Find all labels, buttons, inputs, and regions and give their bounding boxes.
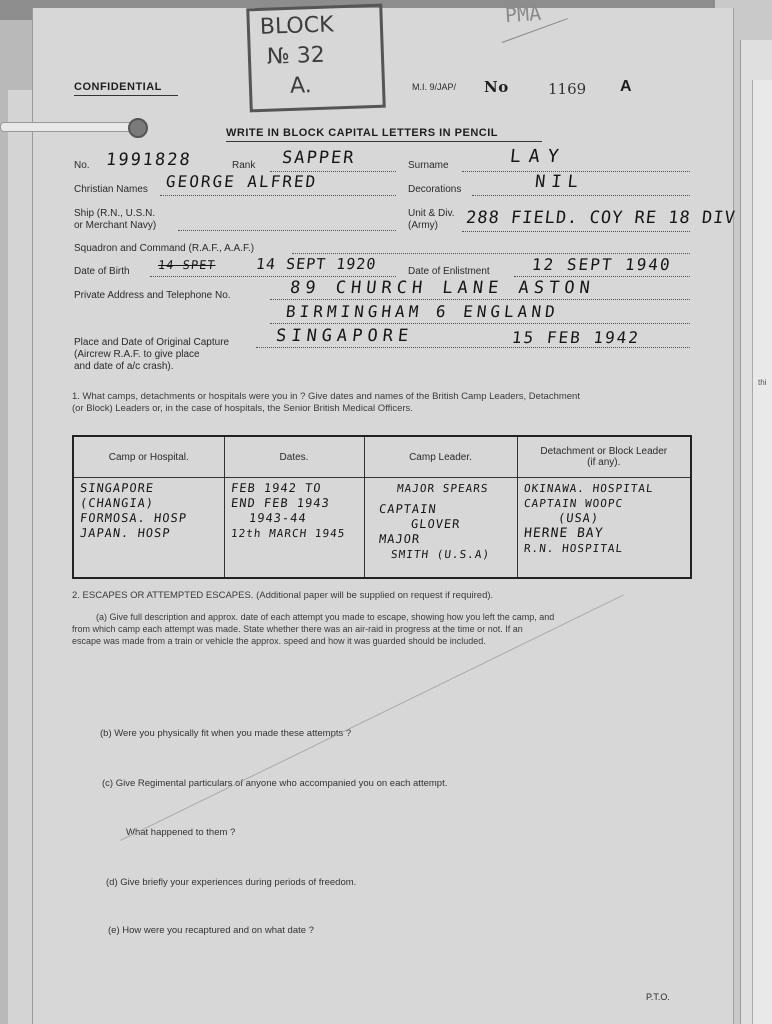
decorations-label: Decorations: [408, 184, 462, 195]
address-line-1: [270, 299, 690, 300]
dob-label: Date of Birth: [74, 266, 130, 277]
enlistment-value: 12 SEPT 1940: [531, 255, 673, 274]
date-entry: FEB 1942 TO: [229, 481, 322, 495]
no-label: No: [484, 78, 509, 96]
rank-value: SAPPER: [280, 148, 357, 168]
date-entry: 1943-44: [247, 511, 307, 525]
enlistment-label: Date of Enlistment: [408, 266, 490, 277]
question-1-line-1: 1. What camps, detachments or hospitals were you in ? Give dates and names of the British Camp Leaders, Detachment: [72, 391, 580, 402]
cell-detachment-leaders: [517, 478, 691, 579]
header-camp: Camp or Hospital.: [73, 436, 224, 478]
date-entry: END FEB 1943: [229, 496, 330, 510]
squadron-label: Squadron and Command (R.A.F., A.A.F.): [74, 243, 255, 254]
unit-label-2: (Army): [408, 220, 438, 231]
header-dates: Dates.: [224, 436, 364, 478]
section-2a-line-1: (a) Give full description and approx. date of each attempt you made to escape, showing how you left the camp, and: [96, 612, 555, 622]
leader-entry: MAJOR SPEARS: [395, 482, 489, 495]
decorations-line: [472, 195, 690, 196]
capture-label-3: and date of a/c crash).: [74, 361, 174, 372]
unit-line: [462, 231, 690, 232]
dob-value: 14 SEPT 1920: [255, 255, 378, 273]
christian-names-label: Christian Names: [74, 184, 148, 195]
punch-hole: [128, 118, 148, 138]
section-2c-followup: What happened to them ?: [126, 827, 236, 838]
section-2c: (c) Give Regimental particulars of anyone who accompanied you on each attempt.: [102, 778, 448, 789]
detachment-entry: R.N. HOSPITAL: [522, 542, 624, 555]
capture-line: [256, 347, 690, 348]
ship-line: [178, 230, 396, 231]
capture-date-value: 15 FEB 1942: [511, 328, 641, 347]
form-number: 1169: [548, 80, 587, 98]
address-label: Private Address and Telephone No.: [74, 290, 231, 301]
detachment-entry: OKINAWA. HOSPITAL: [522, 482, 654, 495]
section-2e: (e) How were you recaptured and on what date ?: [108, 925, 314, 936]
ref-label: M.I. 9/JAP/: [412, 82, 457, 92]
capture-place-value: SINGAPORE: [274, 326, 415, 346]
header-camp-leader: Camp Leader.: [364, 436, 517, 478]
leader-entry: SMITH (U.S.A): [389, 548, 491, 561]
confidential-label: CONFIDENTIAL: [74, 81, 162, 93]
pto-label: P.T.O.: [646, 992, 670, 1002]
address-line-2: [270, 323, 690, 324]
ship-label-2: or Merchant Navy): [74, 220, 157, 231]
header-detachment: Detachment or Block Leader (if any).: [517, 436, 691, 478]
detachment-entry: HERNE BAY: [522, 526, 604, 541]
leader-entry: MAJOR: [377, 532, 421, 546]
binding-string: [0, 122, 147, 132]
section-2a-line-2: from which camp each attempt was made. State whether there was an air-raid in progress at the time or not. If an: [72, 624, 523, 634]
surname-value: LAY: [508, 146, 568, 167]
cell-dates: [224, 478, 364, 579]
enlistment-line: [514, 276, 690, 277]
cell-camps: [73, 478, 224, 579]
squadron-line: [292, 253, 690, 254]
top-right-scrawl: PMA: [504, 0, 542, 28]
rank-label: Rank: [232, 160, 256, 171]
decorations-value: NIL: [533, 172, 585, 192]
surname-label: Surname: [408, 160, 449, 171]
camp-table-header-row: [73, 436, 691, 478]
detachment-entry: (USA): [556, 511, 600, 525]
stamp-line-3: A.: [289, 73, 313, 99]
question-1-line-2: (or Block) Leaders or, in the case of hospitals, the Senior British Medical Officers.: [72, 403, 413, 414]
leader-entry: GLOVER: [409, 517, 461, 531]
christian-names-line: [160, 195, 396, 196]
address-line-1-value: 89 CHURCH LANE ASTON: [288, 278, 596, 298]
christian-names-value: GEORGE ALFRED: [165, 172, 319, 191]
capture-label-1: Place and Date of Original Capture: [74, 337, 230, 348]
camp-table: [72, 435, 692, 579]
camp-entry: (CHANGIA): [79, 496, 155, 510]
address-line-2-value: BIRMINGHAM 6 ENGLAND: [285, 302, 560, 321]
instruction-underline: [226, 141, 542, 142]
section-2-title: 2. ESCAPES OR ATTEMPTED ESCAPES. (Additional paper will be supplied on request if required).: [72, 590, 494, 601]
unit-label-1: Unit & Div.: [408, 208, 455, 219]
capture-label-2: (Aircrew R.A.F. to give place: [74, 349, 200, 360]
stamp-line-1: BLOCK: [259, 12, 334, 40]
unit-value: 288 FIELD. COY RE 18 DIV: [464, 208, 737, 228]
cell-camp-leaders: [364, 478, 517, 579]
instruction-heading: WRITE IN BLOCK CAPITAL LETTERS IN PENCIL: [226, 127, 498, 139]
camp-table-row: [73, 478, 691, 579]
form-suffix: A: [620, 78, 633, 95]
camp-entry: SINGAPORE: [79, 481, 155, 495]
ship-label-1: Ship (R.N., U.S.N.: [74, 208, 156, 219]
no-field-value: 1991828: [104, 150, 193, 170]
section-2b: (b) Were you physically fit when you made these attempts ?: [100, 728, 352, 739]
stamp-line-2: № 32: [266, 42, 326, 70]
confidential-underline: [74, 95, 178, 96]
background-sheet-right-edge: [752, 80, 772, 1024]
block-stamp: [246, 4, 386, 113]
dob-struck-value: 14 SPET: [157, 258, 217, 272]
no-field-label: No.: [74, 160, 90, 171]
section-2d: (d) Give briefly your experiences during periods of freedom.: [106, 877, 357, 888]
camp-entry: JAPAN. HOSP: [79, 526, 172, 540]
section-2a-line-3: escape was made from a train or vehicle the approx. speed and how it was guarded should be included.: [72, 636, 486, 646]
date-entry: 12th MARCH 1945: [229, 527, 346, 540]
detachment-entry: CAPTAIN WOOPC: [522, 497, 624, 510]
leader-entry: CAPTAIN: [377, 502, 437, 516]
dob-line: [150, 276, 396, 277]
right-edge-text: thi: [758, 378, 767, 387]
camp-entry: FORMOSA. HOSP: [79, 511, 188, 525]
